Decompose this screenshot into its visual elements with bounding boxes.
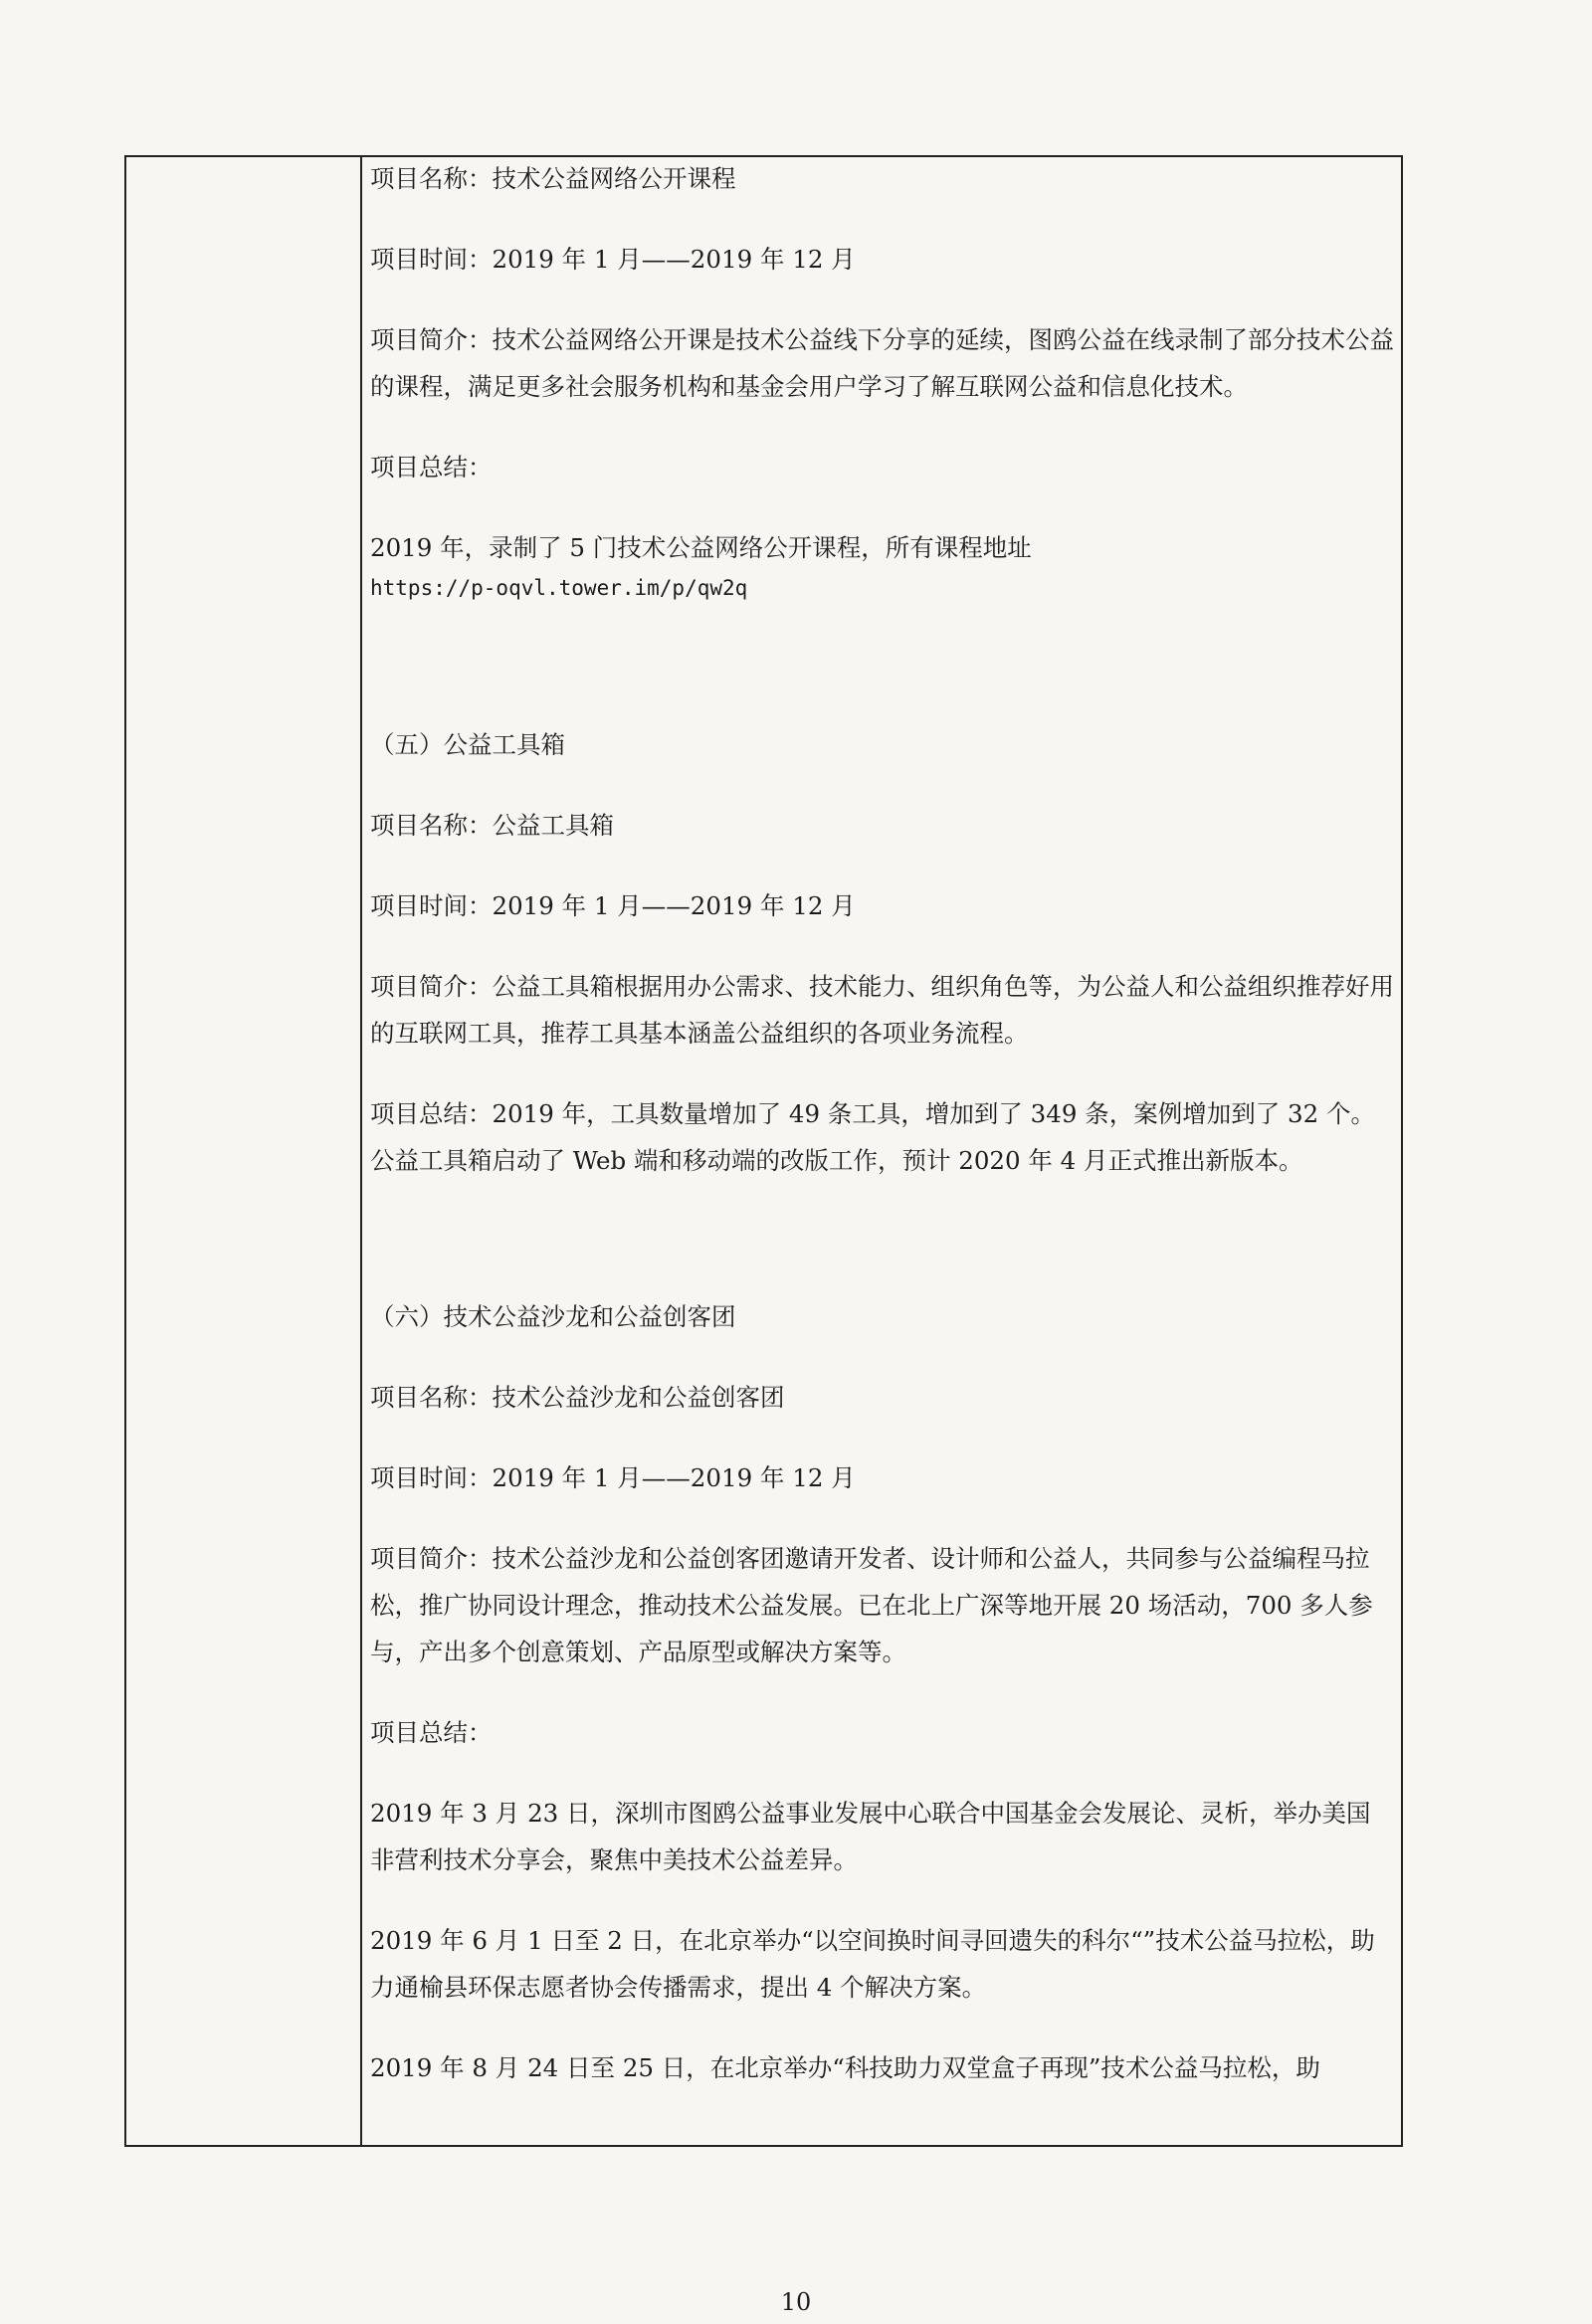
course-url: https://p-oqvl.tower.im/p/qw2q [370, 576, 748, 600]
project-time: 项目时间：2019 年 1 月——2019 年 12 月 [370, 891, 856, 920]
column-divider [360, 155, 362, 2147]
project-intro: 项目简介：技术公益网络公开课是技术公益线下分享的延续，图鸥公益在线录制了部分技术公益的课程，满足更多社会服务机构和基金会用户学习了解互联网公益和信息化技术。 [370, 325, 1394, 401]
project-time: 项目时间：2019 年 1 月——2019 年 12 月 [370, 1463, 856, 1492]
project-intro: 项目简介：技术公益沙龙和公益创客团邀请开发者、设计师和公益人，共同参与公益编程马拉松，推广协同设计理念，推动技术公益发展。已在北上广深等地开展 20 场活动，700 多人参与，产出多个创意策划、产品原型或解决方案等。 [370, 1544, 1373, 1666]
project-name: 项目名称：技术公益沙龙和公益创客团 [370, 1383, 785, 1412]
project-time: 项目时间：2019 年 1 月——2019 年 12 月 [370, 245, 856, 274]
project-summary-label: 项目总结： [370, 1718, 493, 1747]
event-item: 2019 年 8 月 24 日至 25 日，在北京举办“科技助力双堂盒子再现”技术公益马拉松，助 [370, 2053, 1320, 2082]
project-name: 项目名称：技术公益网络公开课程 [370, 164, 736, 193]
project-name: 项目名称：公益工具箱 [370, 811, 614, 840]
section-heading: （六）技术公益沙龙和公益创客团 [370, 1302, 736, 1331]
table-content-cell [370, 149, 1395, 2091]
project-summary: 项目总结：2019 年，工具数量增加了 49 条工具，增加到了 349 条，案例增加到了 32 个。公益工具箱启动了 Web 端和移动端的改版工作，预计 2020 年 4 月正式推出新版本。 [370, 1099, 1375, 1175]
event-item: 2019 年 3 月 23 日，深圳市图鸥公益事业发展中心联合中国基金会发展论、灵析，举办美国非营利技术分享会，聚焦中美技术公益差异。 [370, 1799, 1371, 1874]
page-number: 10 [780, 2288, 812, 2316]
event-item: 2019 年 6 月 1 日至 2 日，在北京举办“以空间换时间寻回遗失的科尔“”技术公益马拉松，助力通榆县环保志愿者协会传播需求，提出 4 个解决方案。 [370, 1926, 1375, 2002]
section-heading: （五）公益工具箱 [370, 730, 565, 759]
summary-line: 2019 年，录制了 5 门技术公益网络公开课程，所有课程地址 [370, 533, 1032, 562]
project-summary-label: 项目总结： [370, 453, 493, 482]
project-intro: 项目简介：公益工具箱根据用办公需求、技术能力、组织角色等，为公益人和公益组织推荐好用的互联网工具，推荐工具基本涵盖公益组织的各项业务流程。 [370, 972, 1394, 1048]
